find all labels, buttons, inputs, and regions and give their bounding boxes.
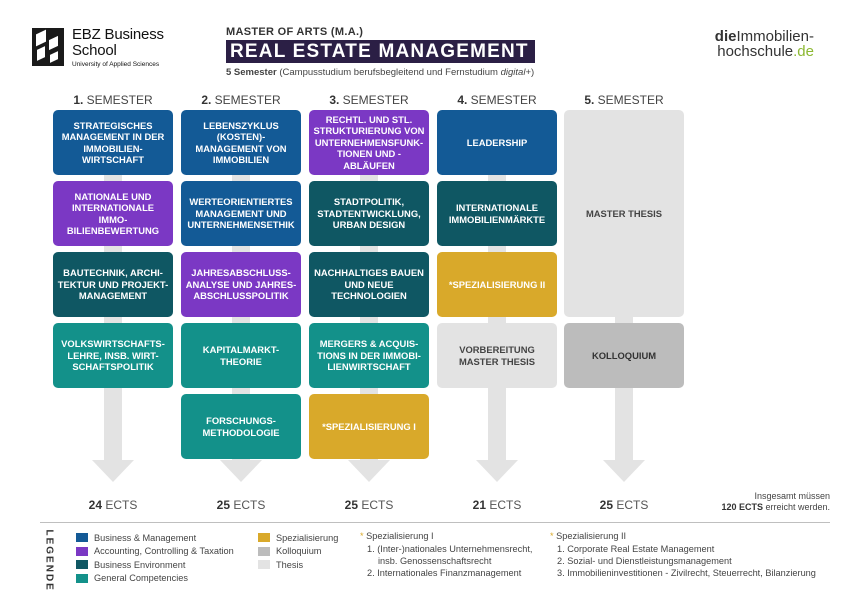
legend-label: Thesis — [276, 559, 304, 570]
spez2-item: 3. Immobilieninvestitionen - Zivilrecht, Steuerrecht, Bilanzierung — [557, 568, 816, 578]
semesters-rest: (Campusstudium berufsbegleitend und Fernstudium — [276, 67, 501, 78]
semester-label: SEMESTER — [86, 93, 153, 107]
module-box: *SPEZIALISIERUNG II — [437, 252, 557, 317]
ects-label: ECTS — [105, 498, 138, 512]
semester-label: SEMESTER — [470, 93, 537, 107]
semester-arrow-head — [92, 460, 134, 482]
divider — [40, 522, 830, 523]
legend-swatch — [258, 547, 270, 556]
ebz-logo-icon — [32, 28, 64, 66]
legend-title: LEGENDE — [43, 529, 55, 592]
module-box: RECHTL. UND STL. STRUKTURIERUNG VON UNTERNEHMENSFUNK-TIONEN UND -ABLÄUFEN — [309, 110, 429, 175]
semester-arrow-head — [220, 460, 262, 482]
module-box: FORSCHUNGS-METHODOLOGIE — [181, 394, 301, 459]
module-box: JAHRESABSCHLUSS-ANALYSE UND JAHRES-ABSCHLUSSPOLITIK — [181, 252, 301, 317]
ebz-logo — [32, 27, 164, 68]
semester-header — [309, 93, 429, 107]
semester-header — [53, 93, 173, 107]
ects-number: 21 — [472, 498, 490, 512]
semesters-bold: 5 Semester — [226, 67, 277, 78]
spez2-star: * — [550, 531, 554, 541]
total-bold: 120 ECTS — [721, 502, 763, 512]
module-box: STADTPOLITIK, STADTENTWICKLUNG, URBAN DESIGN — [309, 181, 429, 246]
total-rest: erreicht werden. — [762, 502, 830, 512]
semester-ects — [309, 498, 429, 512]
ects-number: 25 — [599, 498, 617, 512]
module-box: WERTEORIENTIERTES MANAGEMENT UND UNTERNEHMENSETHIK — [181, 181, 301, 246]
module-box: STRATEGISCHES MANAGEMENT IN DER IMMOBILIEN-WIRTSCHAFT — [53, 110, 173, 175]
total-line1: Insgesamt müssen — [754, 491, 830, 501]
degree-label: MASTER OF ARTS (M.A.) — [226, 26, 364, 38]
module-box: MERGERS & ACQUIS-TIONS IN DER IMMOBI-LIENWIRTSCHAFT — [309, 323, 429, 388]
legend-label: Business Environment — [94, 559, 186, 570]
legend-types — [258, 531, 338, 572]
semester-arrow-head — [603, 460, 645, 482]
module-box: KOLLOQUIUM — [564, 323, 684, 388]
module-box: LEBENSZYKLUS (KOSTEN)-MANAGEMENT VON IMMOBILIEN — [181, 110, 301, 175]
legend-label: General Competencies — [94, 573, 188, 584]
spez2-item: 1. Corporate Real Estate Management — [557, 544, 715, 554]
program-title: REAL ESTATE MANAGEMENT — [226, 40, 535, 63]
spez1-title: Spezialisierung I — [363, 531, 434, 541]
legend-item — [258, 558, 338, 572]
semesters-digital: digital+ — [500, 67, 531, 78]
total-ects-note — [721, 491, 830, 513]
semester-header — [181, 93, 301, 107]
module-box: BAUTECHNIK, ARCHI-TEKTUR UND PROJEKT-MANAGEMENT — [53, 252, 173, 317]
semesters-close: ) — [530, 67, 535, 78]
ihs-de: .de — [793, 43, 814, 60]
module-box: NATIONALE UND INTERNATIONALE IMMO-BILIENBEWERTUNG — [53, 181, 173, 246]
ihs-die: die — [714, 28, 737, 45]
ects-number: 24 — [88, 498, 106, 512]
semester-ects — [181, 498, 301, 512]
module-box: NACHHALTIGES BAUEN UND NEUE TECHNOLOGIEN — [309, 252, 429, 317]
legend-item — [76, 545, 234, 559]
legend-label: Accounting, Controlling & Taxation — [94, 546, 234, 557]
legend-swatch — [258, 560, 270, 569]
semester-label: SEMESTER — [597, 93, 664, 107]
ects-label: ECTS — [361, 498, 394, 512]
legend-label: Kolloquium — [276, 546, 322, 557]
semester-label: SEMESTER — [342, 93, 409, 107]
semester-arrow-head — [476, 460, 518, 482]
immobilienhochschule-logo — [715, 29, 814, 59]
title-block — [226, 26, 535, 78]
legend-label: Business & Management — [94, 532, 197, 543]
program-subtitle — [226, 67, 535, 78]
spezialisierung-2-list — [550, 530, 816, 579]
legend-swatch — [76, 560, 88, 569]
spez1-star: * — [360, 531, 364, 541]
spez1-item: insb. Genossenschaftsrecht — [378, 556, 492, 566]
legend-categories — [76, 531, 234, 585]
legend-swatch — [76, 533, 88, 542]
spez2-title: Spezialisierung II — [553, 531, 627, 541]
legend-item — [76, 531, 234, 545]
semester-arrow-head — [348, 460, 390, 482]
ebz-logo-line3: University of Applied Sciences — [72, 61, 160, 68]
legend-item — [258, 531, 338, 545]
ects-number: 25 — [344, 498, 362, 512]
semester-ects — [53, 498, 173, 512]
semester-number: 3. — [329, 93, 343, 107]
ebz-logo-line2: School — [72, 42, 117, 59]
semester-number: 2. — [201, 93, 215, 107]
legend-label: Spezialisierung — [276, 532, 339, 543]
semester-header — [437, 93, 557, 107]
module-box: MASTER THESIS — [564, 110, 684, 317]
semester-ects — [564, 498, 684, 512]
ects-label: ECTS — [616, 498, 649, 512]
semester-number: 5. — [584, 93, 598, 107]
legend-item — [76, 572, 234, 586]
module-box: INTERNATIONALE IMMOBILIENMÄRKTE — [437, 181, 557, 246]
semester-label: SEMESTER — [214, 93, 281, 107]
module-box: KAPITALMARKT-THEORIE — [181, 323, 301, 388]
module-box: LEADERSHIP — [437, 110, 557, 175]
module-box: VOLKSWIRTSCHAFTS-LEHRE, INSB. WIRT-SCHAFTSPOLITIK — [53, 323, 173, 388]
legend-swatch — [258, 533, 270, 542]
spezialisierung-1-list — [360, 530, 532, 579]
module-box: *SPEZIALISIERUNG I — [309, 394, 429, 459]
semester-number: 4. — [457, 93, 471, 107]
spez1-item: 2. Internationales Finanzmanagement — [367, 568, 522, 578]
ihs-hoch: hochschule — [717, 43, 794, 60]
spez2-item: 2. Sozial- und Dienstleistungsmanagement — [557, 556, 732, 566]
ects-label: ECTS — [233, 498, 266, 512]
ects-number: 25 — [216, 498, 234, 512]
ects-label: ECTS — [489, 498, 522, 512]
semester-header — [564, 93, 684, 107]
legend-swatch — [76, 547, 88, 556]
ihs-immo: Immobilien- — [736, 28, 814, 45]
semester-number: 1. — [73, 93, 87, 107]
legend-item — [76, 558, 234, 572]
spez1-item: 1. (Inter-)nationales Unternehmensrecht, — [367, 544, 533, 554]
legend-swatch — [76, 574, 88, 583]
legend-item — [258, 545, 338, 559]
semester-ects — [437, 498, 557, 512]
module-box: VORBEREITUNG MASTER THESIS — [437, 323, 557, 388]
ebz-logo-line1: EBZ Business — [72, 26, 164, 43]
